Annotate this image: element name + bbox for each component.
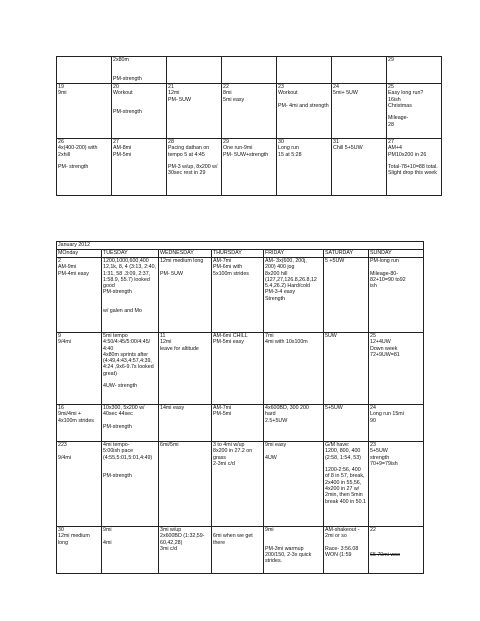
calendar-cell: 24 5mi+ 5UW [332, 84, 387, 139]
calendar-cell: 9mi easy 4UW [264, 442, 324, 527]
day-header: MOnday [57, 250, 102, 258]
calendar-cell: 29 One run-9mi PM- 5UW+strength [222, 139, 277, 196]
calendar-cell [369, 527, 424, 574]
day-header: WEDNESDAY [159, 250, 212, 258]
calendar-cell: 4mi tempo- 5:00ish pace (4:55,5:01,5:01,4:49) PM-strength [102, 442, 159, 527]
december-calendar-table [56, 56, 442, 196]
calendar-cell: 25 12+4UW Down week 72+9UW=81 [369, 333, 424, 405]
calendar-cell: AM-shakeout - 2mi or so Race- 3:56.08 WON (1:59 [324, 527, 369, 574]
table-row [57, 57, 442, 84]
calendar-cell: AM- 3x(600, 200j, 200) 400 jog 8x200 hill (127,27,126.8,26.8,12 5.4,26.2) Hard/cold PM-3-4 easy Strength [264, 258, 324, 333]
calendar-cell: 6mi when we get there [212, 527, 264, 574]
calendar-cell: 2 AM-9mi PM-4mi easy [57, 258, 102, 333]
calendar-cell: 16 9mi/4mi + 4x100m strides [57, 405, 102, 442]
calendar-cell [222, 57, 277, 84]
cell-text: 22 [370, 527, 376, 533]
calendar-cell: 26 4x(400-200) with 2xhill PM- strength [57, 139, 112, 196]
calendar-cell: 5 +5UW [324, 258, 369, 333]
calendar-cell: 1200,1000,600,400 12,1k, 8, 4 (3:13, 2:40, 1:31, 58 .3:09, 2:37, 1:58.9, 55.7) looked good PM-strength w/ galen and Mo [102, 258, 159, 333]
calendar-cell: 30 12mi medium long [57, 527, 102, 574]
calendar-cell: 28 Pacing dathan on tempo 5 at 4:45 PM-3 w/up, 8x200 w/ 30sec rest in 29 [167, 139, 222, 196]
calendar-cell: 25 Easy long run? 16ish Christmas Mileage- 28 [387, 84, 442, 139]
calendar-cell: 12mi medium long PM- 5UW [159, 258, 212, 333]
calendar-cell: 5+5UW [324, 405, 369, 442]
calendar-cell: 3 to 4mi w/up 8x200 in 27.2 on grass 2-3mi c/d [212, 442, 264, 527]
calendar-cell: 21 12mi PM- 5UW [167, 84, 222, 139]
calendar-cell: 6mi/5mi [159, 442, 212, 527]
calendar-cell: 24 Long run 15mi 90 [369, 405, 424, 442]
day-header: SATURDAY [324, 250, 369, 258]
calendar-cell: AM-7mi PM-6mi with 5x100m strides [212, 258, 264, 333]
calendar-cell: 9mi 4mi [102, 527, 159, 574]
calendar-cell: 9mi PM-3mi warmup 200/150, 2-3x quick strides. [264, 527, 324, 574]
calendar-cell: 20 Workout PM-strength [112, 84, 167, 139]
month-title: January 2012 [57, 242, 424, 250]
calendar-cell: 31 Chill 5+5UW [332, 139, 387, 196]
struck-text: 65 70mi woo [370, 552, 401, 559]
day-header: TUESDAY [102, 250, 159, 258]
day-header: FRIDAY [264, 250, 324, 258]
calendar-cell [332, 57, 387, 84]
calendar-cell: 22 8mi 5mi easy [222, 84, 277, 139]
table-row [57, 442, 424, 527]
calendar-cell: 10x300, 5x200 w/ 40sec 44sec PM-strength [102, 405, 159, 442]
table-row [57, 333, 424, 405]
calendar-cell: 5mi tempo 4:50/4:45/5:00/4:45/ 4:40 4x80m sprints after (4:49,4:43,4:57,4:39, 4:24 ,9x6-9.7s looked great) 4UW- strength [102, 333, 159, 405]
day-header: SUNDAY [369, 250, 424, 258]
calendar-cell: 4x600BD, 300 200 hard 2.5+5UW [264, 405, 324, 442]
calendar-cell: 27 AM-8mi PM-5mi [112, 139, 167, 196]
calendar-cell [167, 57, 222, 84]
calendar-cell: 11 12mi leave for altitude [159, 333, 212, 405]
calendar-cell: 5UW [324, 333, 369, 405]
table-row [57, 258, 424, 333]
table-row [57, 84, 442, 139]
calendar-cell: 30 Long run 15 at 5:28 [277, 139, 332, 196]
calendar-cell: G/M have: 1200, 800, 400 (2:58, 1:54, 53) 1200-2:56, 400 of 8 in 57, break, 2x400 in 55,56, 4x200 in 27 w/ 2min, then 5min break 400 in 50.1 [324, 442, 369, 527]
calendar-cell [57, 57, 112, 84]
calendar-cell: 14mi easy [159, 405, 212, 442]
calendar-cell: AM-7mi PM-5mi [212, 405, 264, 442]
calendar-cell: 23 Workout PM- 4mi and strength [277, 84, 332, 139]
calendar-cell: 7mi 4mi with 10x100m [264, 333, 324, 405]
table-header-row [57, 250, 424, 258]
table-row [57, 405, 424, 442]
calendar-cell: AM-6mi CHILL PM-5mi easy [212, 333, 264, 405]
january-calendar-table [56, 241, 424, 574]
table-title-row [57, 242, 424, 250]
table-row [57, 527, 424, 574]
calendar-cell: 19 9mi [57, 84, 112, 139]
day-header: THURSDAY [212, 250, 264, 258]
table-row [57, 139, 442, 196]
calendar-cell [277, 57, 332, 84]
calendar-cell: 2x80m PM-strength [112, 57, 167, 84]
calendar-cell: 23 5+5UW strength 70+9=79ish [369, 442, 424, 527]
calendar-cell: 29 [387, 57, 442, 84]
calendar-cell: 27 AM+4 PM10x200 in 26 Total-78+10=88 total. Slight drop this week [387, 139, 442, 196]
calendar-cell: 3mi w/up 2x600BD (1:32,59- 60,42,28) 3mi c/d [159, 527, 212, 574]
calendar-cell: 223 9/4mi [57, 442, 102, 527]
calendar-cell: PM-long run Mileage-80- 82+10=90 to92 ish [369, 258, 424, 333]
calendar-cell: 9 9/4mi [57, 333, 102, 405]
